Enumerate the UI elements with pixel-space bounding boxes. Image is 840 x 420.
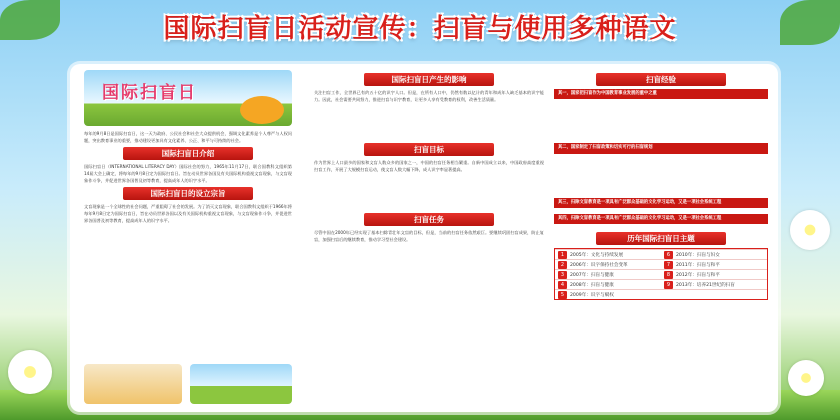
section-heading: 历年国际扫盲日主题 (596, 232, 726, 245)
theme-number: 2 (558, 261, 567, 269)
section-heading: 扫盲目标 (364, 143, 494, 156)
title-bar (0, 8, 840, 45)
theme-cell (661, 279, 767, 289)
banner (84, 70, 292, 126)
column-right (554, 70, 768, 300)
content-board (70, 64, 778, 412)
banner-title: 国际扫盲日 (102, 83, 197, 103)
theme-text: 2010年：扫盲与妇女 (676, 252, 720, 258)
theme-cell (661, 259, 767, 269)
table-row (555, 269, 767, 279)
section-heading: 国际扫盲日介绍 (123, 147, 253, 160)
intro-text: 每年的9月8日是国际扫盲日，这一天为政府、公民社会和社会大众提供机会，强调文化素养是个人尊严与人权问题，突出教育事业的重要，推动建设更加具有文化素养、公正、和平与可持续的社会。 (84, 131, 292, 143)
section-text: 作为世界上人口最多的国家和文盲人数众多的国家之一，中国的扫盲任务相当繁重。自新中国成立以来，中国政府高度重视扫盲工作，开展了大规模扫盲运动，使文盲人数大幅下降，成人识字率显著提高。 (314, 160, 544, 172)
page-title: 国际扫盲日活动宣传：扫盲与使用多种语文 (163, 14, 677, 44)
section-text: 国际扫盲日（INTERNATIONAL LITERACY DAY）国际社会的努力，1965年11月17日，联合国教科文组织第14届大会上确定，将每年的9月8日定为国际扫盲日。旨在动员世界各国及有关国际机构重视文盲现象，与文盲现象作斗争，并促进世界各国普及初等教育，提高成年人的识字水平。 (84, 164, 292, 183)
theme-text: 2006年：识字保持社会变革 (570, 262, 628, 268)
section-text: 文盲现象是一个全球性的社会问题，严重阻碍了社会的发展。为了消灭文盲现象，联合国教科文组织于1966年将每年9月8日定为国际扫盲日，旨在动员世界各国以及有关国际机构重视文盲现象，与文盲现象作斗争，并促进世界各国普及初等教育，提高成年人的识字水平。 (84, 204, 292, 223)
section-text: 关注扫盲工作，全世界已有约五十亿的识字人口。但是，在所有人口中，仍然有数以亿计的青年和成年人缺乏基本的识字能力。因此，社会需要共同努力，推进扫盲与识字教育，让更多人享有受教育的权利，改善生活质量。 (314, 90, 544, 102)
section-heading: 扫盲经验 (596, 73, 726, 86)
theme-text: 2011年：扫盲与和平 (676, 262, 720, 268)
theme-cell (661, 269, 767, 279)
landscape-illustration (190, 364, 292, 404)
table-row (555, 289, 767, 299)
experience-item: 其二，国家制定了扫盲政策和切实可行的扫盲规划 (554, 143, 768, 153)
theme-number: 9 (664, 281, 673, 289)
theme-cell (555, 269, 661, 279)
theme-cell (555, 249, 661, 259)
table-row (555, 259, 767, 269)
experience-item: 其四，扫除文盲教育是一项具有广泛群众基础的文化学习运动，又是一项社会系统工程 (554, 214, 768, 224)
section-text: 尽管中国在2000年已经实现了基本扫除青壮年文盲的目标，但是，当前的扫盲任务依然艰巨。要继续巩固扫盲成果，防止复盲，加强扫盲后的继续教育，推动学习型社会建设。 (314, 230, 544, 242)
theme-text: 2005年：文化与持续发展 (570, 252, 624, 258)
theme-text: 2012年：扫盲与和平 (676, 272, 720, 278)
experience-item: 其三，扫除文盲教育是一项具有广泛群众基础的文化学习运动，又是一项社会系统工程 (554, 198, 768, 208)
flower-decoration (790, 210, 830, 250)
section-heading: 国际扫盲日的设立宗旨 (123, 187, 253, 200)
section-heading: 扫盲任务 (364, 213, 494, 226)
table-row (555, 279, 767, 289)
theme-cell (661, 249, 767, 259)
reading-children-illustration (240, 96, 284, 124)
reading-illustration (84, 364, 182, 404)
theme-text: 2013年：培养21世纪的扫盲 (676, 282, 735, 288)
flower-decoration (788, 360, 824, 396)
theme-number: 4 (558, 281, 567, 289)
theme-number: 7 (664, 261, 673, 269)
themes-table (554, 248, 768, 300)
theme-text: 2009年：识字与赋权 (570, 292, 614, 298)
experience-item: 其一，国家把扫盲作为中国教育事业发展的重中之重 (554, 89, 768, 99)
theme-number: 1 (558, 251, 567, 259)
theme-text: 2008年：扫盲与健康 (570, 282, 614, 288)
section-heading: 国际扫盲日产生的影响 (364, 73, 494, 86)
theme-text: 2007年：扫盲与健康 (570, 272, 614, 278)
theme-number: 5 (558, 291, 567, 299)
theme-number: 3 (558, 271, 567, 279)
theme-number: 6 (664, 251, 673, 259)
column-left (84, 70, 292, 224)
table-row (555, 249, 767, 259)
theme-cell (555, 259, 661, 269)
theme-cell (555, 289, 661, 299)
theme-number: 8 (664, 271, 673, 279)
theme-cell (555, 279, 661, 289)
flower-decoration (8, 350, 52, 394)
theme-cell (661, 289, 767, 299)
column-middle (314, 70, 544, 243)
